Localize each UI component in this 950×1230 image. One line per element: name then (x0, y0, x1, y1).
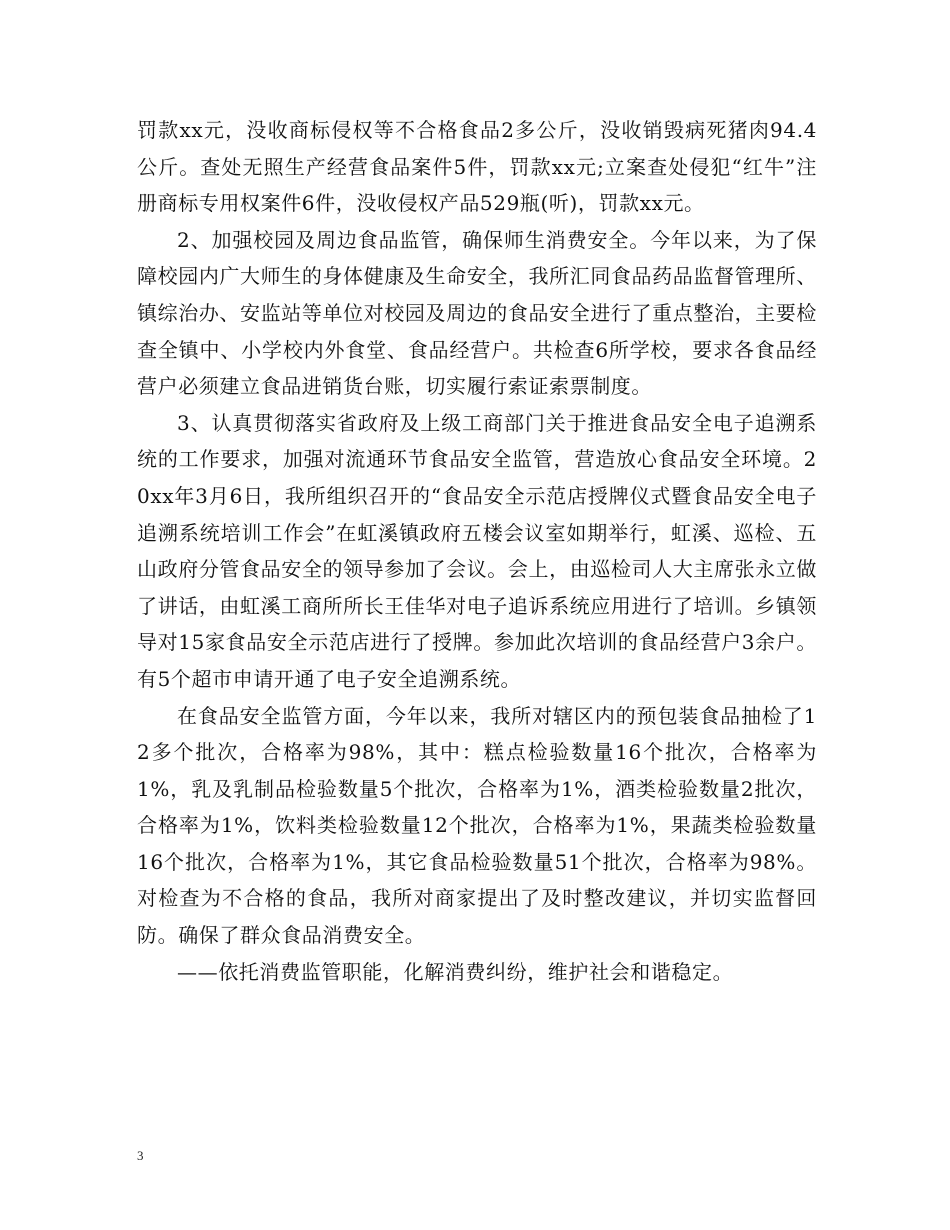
paragraph-consumer-dispute: ——依托消费监管职能，化解消费纠纷，维护社会和谐稳定。 (177, 959, 734, 984)
paragraph-traceability-system: 3、认真贯彻落实省政府及上级工商部门关于推进食品安全电子追溯系统的工作要求，加强对流通环节食品安全监管，营造放心食品安全环境。20xx年3月6日，我所组织召开的“食品安全示范店授牌仪式暨食品安全电子追溯系统培训工作会”在虹溪镇政府五楼会议室如期举行，虹溪、巡检、五山政府分管食品安全的领导参加了会议。会上，由巡检司人大主席张永立做了讲话，由虹溪工商所所长王佳华对电子追诉系统应用进行了培训。乡镇领导对15家食品安全示范店进行了授牌。参加此次培训的食品经营户3余户。有5个超市申请开通了电子安全追溯系统。 (137, 410, 817, 691)
document-body (137, 112, 817, 990)
paragraph-penalty-summary: 罚款xx元，没收商标侵权等不合格食品2多公斤，没收销毁病死猪肉94.4公斤。查处无照生产经营食品案件5件，罚款xx元;立案查处侵犯“红牛”注册商标专用权案件6件，没收侵权产品529瓶(听)，罚款xx元。 (137, 118, 817, 216)
page-number: 3 (137, 1148, 144, 1163)
paragraph-campus-food-supervision: 2、加强校园及周边食品监管，确保师生消费安全。今年以来，为了保障校园内广大师生的身体健康及生命安全，我所汇同食品药品监督管理所、镇综治办、安监站等单位对校园及周边的食品安全进行了重点整治，主要检查全镇中、小学校内外食堂、食品经营户。共检查6所学校，要求各食品经营户必须建立食品进销货台账，切实履行索证索票制度。 (137, 227, 817, 399)
paragraph-sampling-inspection: 在食品安全监管方面，今年以来，我所对辖区内的预包装食品抽检了12多个批次，合格率为98%，其中：糕点检验数量16个批次，合格率为1%，乳及乳制品检验数量5个批次，合格率为1%，酒类检验数量2批次，合格率为1%，饮料类检验数量12个批次，合格率为1%，果蔬类检验数量16个批次，合格率为1%，其它食品检验数量51个批次，合格率为98%。对检查为不合格的食品，我所对商家提出了及时整改建议，并切实监督回防。确保了群众食品消费安全。 (137, 703, 817, 948)
